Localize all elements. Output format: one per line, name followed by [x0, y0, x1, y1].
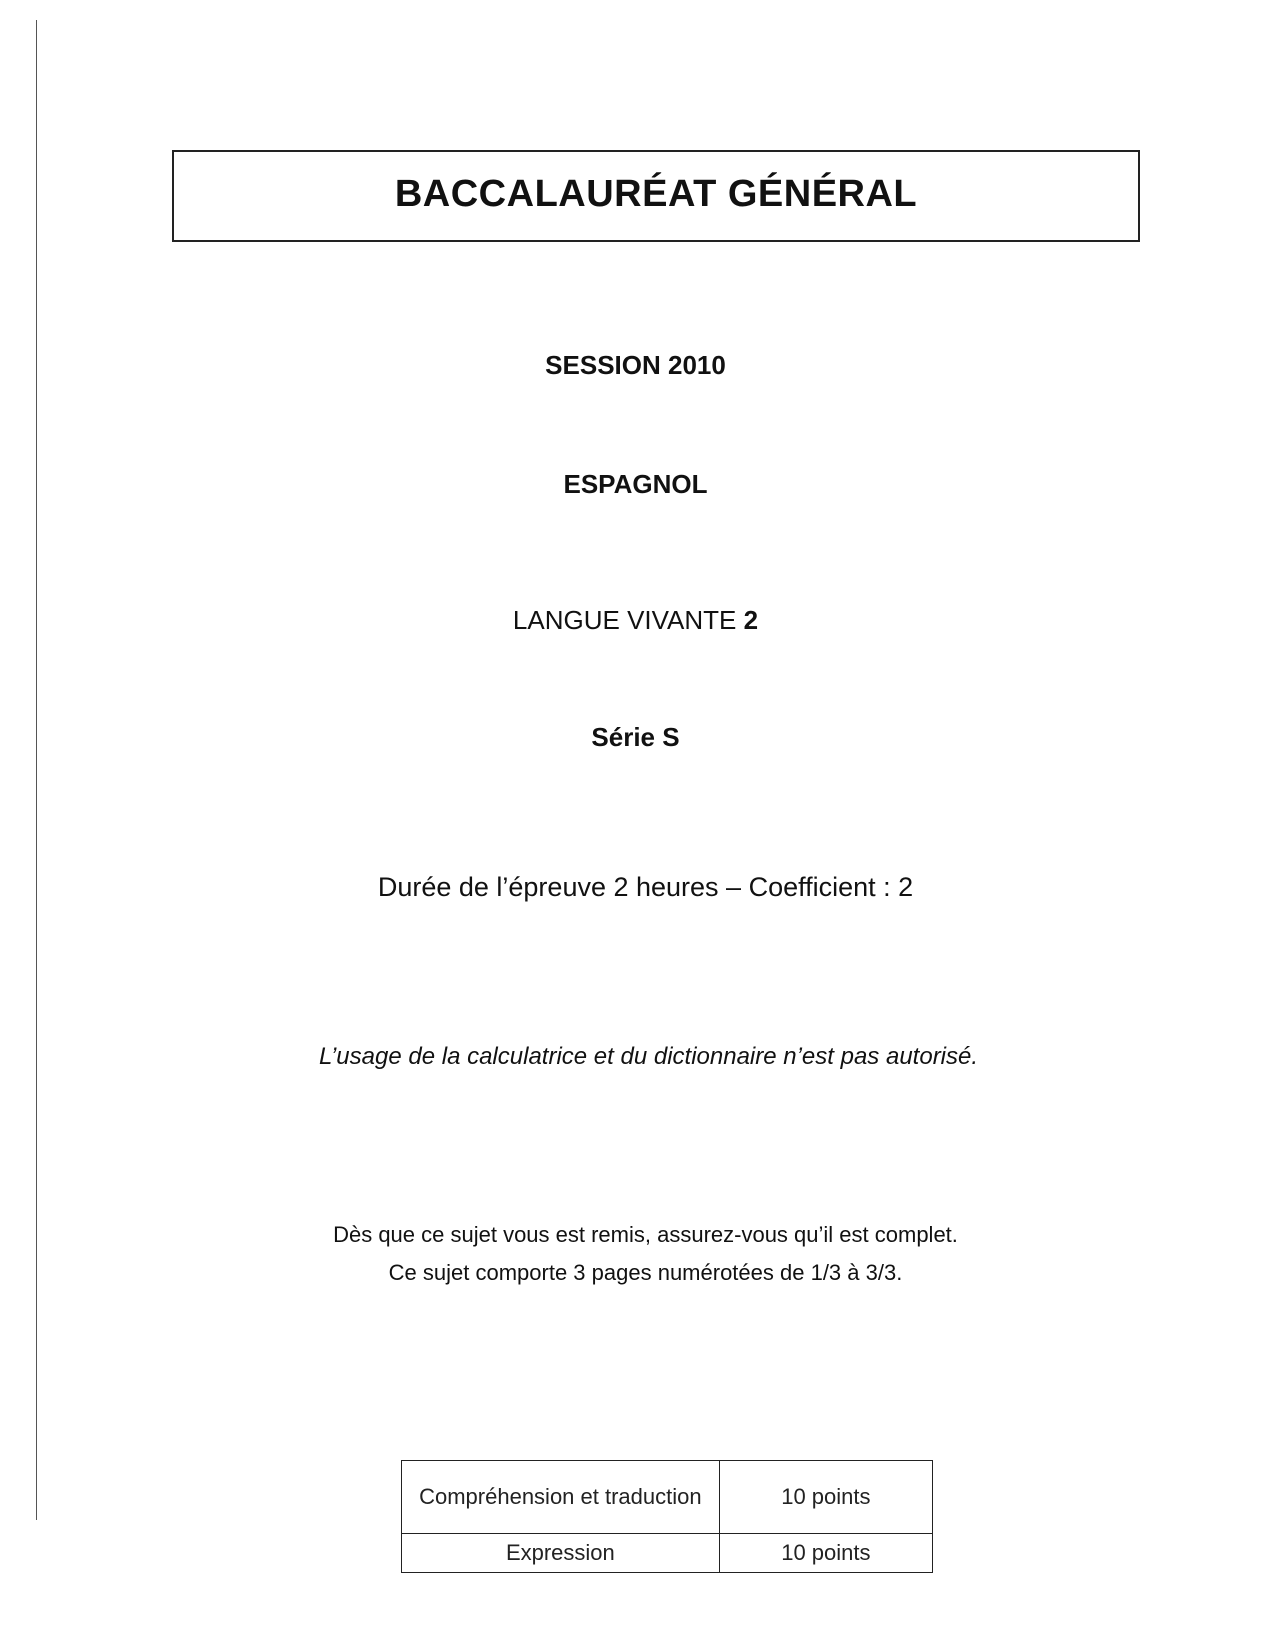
langue-label: LANGUE VIVANTE — [512, 605, 744, 635]
part-label: Compréhension et traduction — [419, 1484, 702, 1509]
subject-heading: ESPAGNOL — [563, 469, 708, 499]
table-cell-part — [402, 1461, 720, 1534]
calculator-dictionary-note: L’usage de la calculatrice et du dictionnaire n’est pas autorisé. — [318, 1043, 979, 1070]
score-table — [401, 1460, 933, 1573]
table-cell-points — [719, 1461, 932, 1534]
duration-coefficient: Durée de l’épreuve 2 heures – Coefficient : 2 — [377, 872, 914, 902]
table-cell-points — [719, 1534, 932, 1573]
points-value: 10 points — [781, 1540, 871, 1565]
instruction-line-2: Ce sujet comporte 3 pages numérotées de 1/3 à 3/3. — [388, 1260, 903, 1285]
langue-number: 2 — [743, 605, 759, 635]
table-row — [402, 1461, 933, 1534]
binding-margin-line — [36, 20, 37, 1520]
points-value: 10 points — [781, 1484, 871, 1509]
session-heading: SESSION 2010 — [545, 350, 726, 380]
table-cell-part — [402, 1534, 720, 1573]
serie-heading: Série S — [591, 722, 680, 752]
instruction-line-1: Dès que ce sujet vous est remis, assurez-vous qu’il est complet. — [333, 1222, 958, 1247]
langue-line — [0, 605, 1271, 636]
part-label: Expression — [505, 1540, 615, 1565]
title-box — [172, 150, 1140, 242]
exam-title: BACCALAURÉAT GÉNÉRAL — [394, 172, 918, 215]
table-row — [402, 1534, 933, 1573]
